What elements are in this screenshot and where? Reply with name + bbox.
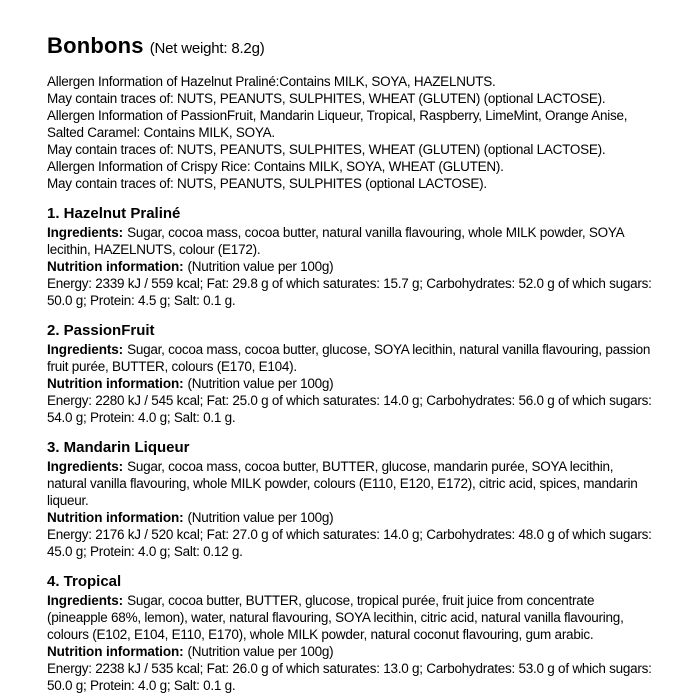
ingredients-text: Sugar, cocoa butter, BUTTER, glucose, tropical purée, fruit juice from concentrate (pineapple 68%, lemon), water, natural flavouring, SOYA lecithin, citric acid, natural vanilla flavouring, colours (E102, E104, E110, E170), whole MILK powder, natural coconut flavouring, gum arabic. xyxy=(47,593,624,642)
nutrition-label: Nutrition information: xyxy=(47,644,184,659)
ingredients-paragraph xyxy=(47,341,655,375)
nutrition-label: Nutrition information: xyxy=(47,376,184,391)
ingredients-label: Ingredients: xyxy=(47,225,124,240)
flavor-section-hazelnut-praline xyxy=(47,205,655,309)
allergen-line: May contain traces of: NUTS, PEANUTS, SULPHITES, WHEAT (GLUTEN) (optional LACTOSE). xyxy=(47,91,606,106)
allergen-line: May contain traces of: NUTS, PEANUTS, SULPHITES (optional LACTOSE). xyxy=(47,176,487,191)
nutrition-values: Energy: 2339 kJ / 559 kcal; Fat: 29.8 g of which saturates: 15.7 g; Carbohydrates: 52.0 g of which sugars: 50.0 g; Protein: 4.5 g; Salt: 0.1 g. xyxy=(47,276,652,308)
flavor-heading: 1. Hazelnut Praliné xyxy=(47,205,181,222)
allergen-line: May contain traces of: NUTS, PEANUTS, SULPHITES, WHEAT (GLUTEN) (optional LACTOSE). xyxy=(47,142,606,157)
allergen-info-block xyxy=(47,73,647,192)
ingredients-paragraph xyxy=(47,458,655,509)
ingredients-text: Sugar, cocoa mass, cocoa butter, natural vanilla flavouring, whole MILK powder, SOYA lecithin, HAZELNUTS, colour (E172). xyxy=(47,225,624,257)
ingredients-text: Sugar, cocoa mass, cocoa butter, BUTTER, glucose, mandarin purée, SOYA lecithin, natural vanilla flavouring, whole MILK powder, colours (E110, E120, E172), citric acid, spices, mandarin liqueur. xyxy=(47,459,638,508)
nutrition-values: Energy: 2176 kJ / 520 kcal; Fat: 27.0 g of which saturates: 14.0 g; Carbohydrates: 48.0 g of which sugars: 45.0 g; Protein: 4.0 g; Salt: 0.12 g. xyxy=(47,527,652,559)
nutrition-note: (Nutrition value per 100g) xyxy=(187,259,334,274)
allergen-line: Allergen Information of PassionFruit, Mandarin Liqueur, Tropical, Raspberry, LimeMint, Orange Anise, Salted Caramel: Contains MILK, SOYA. xyxy=(47,108,628,140)
ingredients-label: Ingredients: xyxy=(47,342,124,357)
nutrition-note: (Nutrition value per 100g) xyxy=(187,644,334,659)
nutrition-heading-paragraph xyxy=(47,258,655,275)
net-weight: (Net weight: 8.2g) xyxy=(149,40,265,57)
nutrition-values: Energy: 2238 kJ / 535 kcal; Fat: 26.0 g of which saturates: 13.0 g; Carbohydrates: 53.0 g of which sugars: 50.0 g; Protein: 4.0 g; Salt: 0.1 g. xyxy=(47,661,652,693)
flavor-section-passionfruit xyxy=(47,322,655,426)
flavor-section-mandarin-liqueur xyxy=(47,439,655,560)
nutrition-label: Nutrition information: xyxy=(47,510,184,525)
nutrition-heading-paragraph xyxy=(47,509,655,526)
flavor-heading: 3. Mandarin Liqueur xyxy=(47,439,190,456)
ingredients-label: Ingredients: xyxy=(47,593,124,608)
ingredients-label: Ingredients: xyxy=(47,459,124,474)
flavor-heading: 2. PassionFruit xyxy=(47,322,155,339)
allergen-line: Allergen Information of Crispy Rice: Contains MILK, SOYA, WHEAT (GLUTEN). xyxy=(47,159,504,174)
flavor-heading: 4. Tropical xyxy=(47,573,122,590)
ingredients-text: Sugar, cocoa mass, cocoa butter, glucose, SOYA lecithin, natural vanilla flavouring, passion fruit purée, BUTTER, colours (E170, E104). xyxy=(47,342,651,374)
title-row xyxy=(47,30,662,61)
ingredients-paragraph xyxy=(47,224,655,258)
product-title: Bonbons xyxy=(47,33,144,58)
nutrition-values: Energy: 2280 kJ / 545 kcal; Fat: 25.0 g of which saturates: 14.0 g; Carbohydrates: 56.0 g of which sugars: 54.0 g; Protein: 4.0 g; Salt: 0.1 g. xyxy=(47,393,652,425)
ingredients-paragraph xyxy=(47,592,655,643)
nutrition-heading-paragraph xyxy=(47,643,655,660)
nutrition-note: (Nutrition value per 100g) xyxy=(187,510,334,525)
nutrition-heading-paragraph xyxy=(47,375,655,392)
nutrition-note: (Nutrition value per 100g) xyxy=(187,376,334,391)
flavor-section-tropical xyxy=(47,573,655,694)
allergen-line: Allergen Information of Hazelnut Praliné:Contains MILK, SOYA, HAZELNUTS. xyxy=(47,74,496,89)
nutrition-label: Nutrition information: xyxy=(47,259,184,274)
